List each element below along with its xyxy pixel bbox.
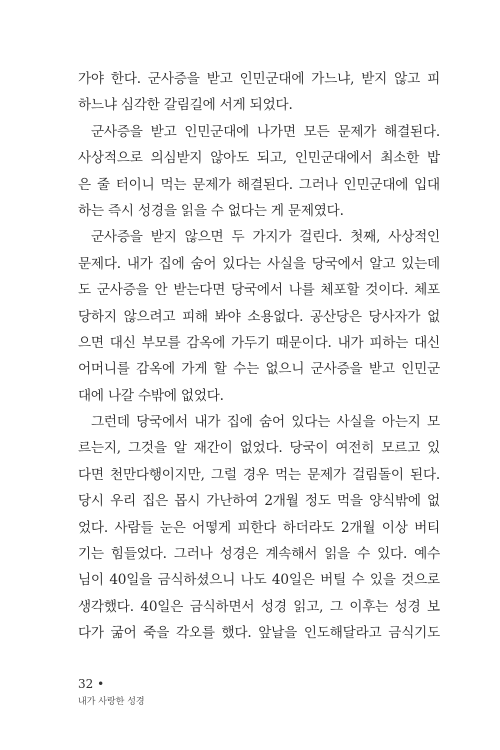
text-line: 하는 즉시 성경을 읽을 수 없다는 게 문제였다. — [78, 202, 344, 219]
text-line: 군사증을 받고 인민군대에 나가면 모든 문제가 해결된다. — [91, 123, 440, 140]
text-line: 기는 힘들었다. 그러나 성경은 계속해서 읽을 수 있다. 예수 — [78, 546, 440, 563]
text-line: 생각했다. 40일은 금식하면서 성경 읽고, 그 이후는 성경 보 — [78, 598, 440, 615]
body-text — [78, 66, 440, 647]
text-line: 다가 굶어 죽을 각오를 했다. 앞날을 인도해달라고 금식기도 — [78, 625, 440, 642]
text-line: 은 줄 터이니 먹는 문제가 해결된다. 그러나 인민군대에 입대 — [78, 176, 440, 193]
text-line: 었다. 사람들 눈은 어떻게 피한다 하더라도 2개월 이상 버티 — [78, 519, 440, 536]
text-line: 어머니를 감옥에 가게 할 수는 없으니 군사증을 받고 인민군 — [78, 361, 440, 378]
text-line: 으면 대신 부모를 감옥에 가두기 때문이다. 내가 피하는 대신 — [78, 334, 440, 351]
text-line: 그런데 당국에서 내가 집에 숨어 있다는 사실을 아는지 모 — [91, 414, 440, 431]
text-line: 도 군사증을 안 받는다면 당국에서 나를 체포할 것이다. 체포 — [78, 282, 440, 299]
text-line: 대에 나갈 수밖에 없었다. — [78, 387, 224, 404]
text-line: 가야 한다. 군사증을 받고 인민군대에 가느냐, 받지 않고 피 — [78, 71, 440, 87]
book-title: 내가 사랑한 성경 — [78, 697, 145, 707]
text-line: 르는지, 그것을 알 재간이 없었다. 당국이 여전히 모르고 있 — [78, 440, 440, 457]
text-line: 하느냐 심각한 갈림길에 서게 되었다. — [78, 97, 293, 114]
page-footer — [78, 676, 145, 709]
text-line: 당시 우리 집은 몹시 가난하여 2개월 정도 먹을 양식밖에 없 — [78, 493, 440, 510]
text-line: 다면 천만다행이지만, 그럴 경우 먹는 문제가 걸림돌이 된다. — [78, 466, 440, 483]
text-line: 님이 40일을 금식하셨으니 나도 40일은 버틸 수 있을 것으로 — [78, 572, 440, 589]
text-line: 군사증을 받지 않으면 두 가지가 걸린다. 첫째, 사상적인 — [91, 229, 440, 246]
page-number: 32 • — [78, 677, 105, 691]
text-line: 당하지 않으려고 피해 봐야 소용없다. 공산당은 당사자가 없 — [78, 308, 440, 325]
text-line: 사상적으로 의심받지 않아도 되고, 인민군대에서 최소한 밥 — [78, 150, 440, 167]
text-line: 문제다. 내가 집에 숨어 있다는 사실을 당국에서 알고 있는데 — [78, 255, 440, 272]
